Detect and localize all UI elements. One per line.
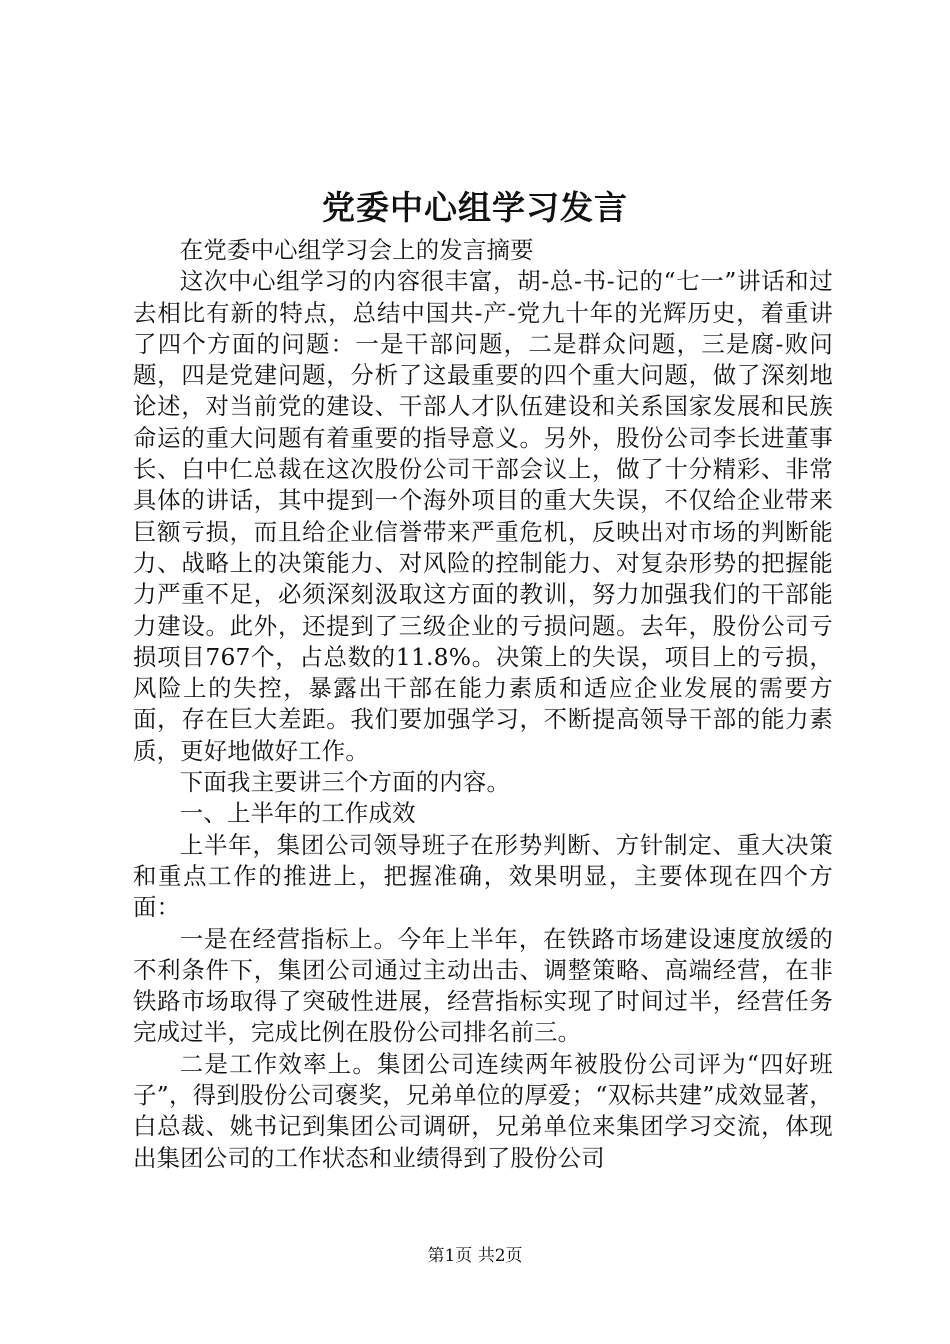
- paragraph-business-indicators: 一是在经营指标上。今年上半年，在铁路市场建设速度放缓的不利条件下，集团公司通过主动出击、调整策略、高端经营，在非铁路市场取得了突破性进展，经营指标实现了时间过半，经营任务完成过半，完成比例在股份公司排名前三。: [133, 924, 833, 1047]
- document-title: 党委中心组学习发言: [322, 188, 628, 227]
- paragraph-first-half-summary: 上半年，集团公司领导班子在形势判断、方针制定、重大决策和重点工作的推进上，把握准确，效果明显，主要体现在四个方面：: [133, 830, 833, 922]
- paragraph-subtitle: 在党委中心组学习会上的发言摘要: [179, 236, 534, 264]
- document-body: [133, 235, 833, 1174]
- paragraph-intro: 这次中心组学习的内容很丰富，胡-总-书-记的“七一”讲话和过去相比有新的特点，总结中国共-产-党九十年的光辉历史，着重讲了四个方面的问题：一是干部问题，二是群众问题，三是腐-败问题，四是党建问题，分析了这最重要的四个重大问题，做了深刻地论述，对当前党的建设、干部人才队伍建设和关系国家发展和民族命运的重大问题有着重要的指导意义。另外，股份公司李长进董事长、白中仁总裁在这次股份公司干部会议上，做了十分精彩、非常具体的讲话，其中提到一个海外项目的重大失误，不仅给企业带来巨额亏损，而且给企业信誉带来严重危机，反映出对市场的判断能力、战略上的决策能力、对风险的控制能力、对复杂形势的把握能力严重不足，必须深刻汲取这方面的教训，努力加强我们的干部能力建设。此外，还提到了三级企业的亏损问题。去年，股份公司亏损项目767个，占总数的11.8%。决策上的失误，项目上的亏损，风险上的失控，暴露出干部在能力素质和适应企业发展的需要方面，存在巨大差距。我们要加强学习，不断提高领导干部的能力素质，更好地做好工作。: [133, 267, 833, 765]
- section-heading-1: 一、上半年的工作成效: [179, 799, 416, 828]
- paragraph-work-efficiency: 二是工作效率上。集团公司连续两年被股份公司评为“四好班子”，得到股份公司褒奖，兄弟单位的厚爱；“双标共建”成效显著，白总裁、姚书记到集团公司调研，兄弟单位来集团学习交流，体现出集团公司的工作状态和业绩得到了股份公司: [133, 1049, 833, 1172]
- page-footer: 第1页 共2页: [427, 1246, 523, 1266]
- paragraph-outline: 下面我主要讲三个方面的内容。: [179, 768, 511, 797]
